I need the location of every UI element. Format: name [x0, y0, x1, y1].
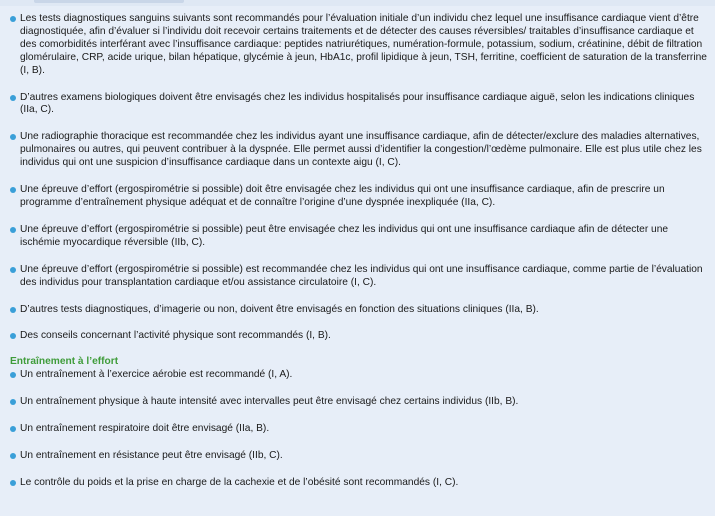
bullet-icon [10, 227, 16, 233]
bullet-icon [10, 333, 16, 339]
item-text: D’autres examens biologiques doivent être envisagés chez les individus hospitalisés pour insuffisance cardiaque aiguë, selon les indications cliniques (IIa, C). [20, 91, 695, 116]
list-item [10, 477, 710, 490]
item-text: Une radiographie thoracique est recommandée chez les individus ayant une insuffisance cardiaque, afin de détecter/exclure des maladies alternatives, pulmonaires ou autres, qui peuvent contribuer à la dyspnée. Elle permet aussi d’identifier la congestion/l’œdème pulmonaire. Elle est plus utile chez les individus qui ont une suspicion d’insuffisance cardiaque dans un contexte aigu (I, C). [20, 131, 702, 169]
item-text: Les tests diagnostiques sanguins suivants sont recommandés pour l’évaluation initiale d’un individu chez lequel une insuffisance cardiaque vient d’être diagnostiquée, afin d’évaluer si l’individu doit recevoir certains traitements et de détecter des causes réversibles/ traitables d’insuffisance cardiaque et des comorbidités interférant avec l’insuffisance cardiaque: peptides natriurétiques, numération-formule, potassium, sodium, créatinine, débit de filtration glomérulaire, CRP, acide urique, bilan hépatique, glycémie à jeun, HbA1c, profil lipidique à jeun, TSH, ferritine, coefficient de saturation de la transferrine (I, B). [20, 13, 707, 76]
item-text: Un entraînement respiratoire doit être envisagé (IIa, B). [20, 423, 270, 435]
item-text: D’autres tests diagnostiques, d’imagerie ou non, doivent être envisagés en fonction des situations cliniques (IIa, B). [20, 303, 539, 315]
bullet-icon [10, 134, 16, 140]
item-text: Une épreuve d’effort (ergospirométrie si possible) est recommandée chez les individus qui ont une insuffisance cardiaque, comme partie de l’évaluation des individus pour transplantation cardiaque et/ou assistance circulatoire (I, C). [20, 263, 703, 288]
item-text: Un entraînement physique à haute intensité avec intervalles peut être envisagé chez certains individus (IIb, B). [20, 396, 519, 408]
list-item [10, 264, 710, 290]
bullet-icon [10, 426, 16, 432]
list-item [10, 396, 710, 409]
bullet-icon [10, 372, 16, 378]
bullet-icon [10, 307, 16, 313]
recommendations-list [10, 13, 710, 490]
list-item [10, 450, 710, 463]
cropped-heading-remnant [34, 0, 184, 3]
list-item [10, 131, 710, 170]
bullet-icon [10, 453, 16, 459]
bullet-icon [10, 267, 16, 273]
item-text: Un entraînement en résistance peut être envisagé (IIb, C). [20, 449, 283, 461]
item-text: Une épreuve d’effort (ergospirométrie si possible) peut être envisagée chez les individus qui ont une insuffisance cardiaque afin de détecter une ischémie myocardique réversible (IIb, C). [20, 223, 669, 248]
list-item [10, 184, 710, 210]
bullet-icon [10, 399, 16, 405]
list-item [10, 369, 710, 382]
list-item [10, 423, 710, 436]
item-text: Une épreuve d’effort (ergospirométrie si possible) doit être envisagée chez les individus qui ont une insuffisance cardiaque, afin de prescrire un programme d’entraînement physique adéquat et de connaître l’origine d’une dyspnée inexpliquée (IIa, C). [20, 184, 665, 208]
bullet-icon [10, 95, 16, 101]
list-item [10, 330, 710, 343]
bullet-icon [10, 16, 16, 22]
section-title-training: Entraînement à l’effort [10, 356, 119, 368]
item-text: Le contrôle du poids et la prise en charge de la cachexie et de l’obésité sont recommandés (I, C). [20, 476, 459, 488]
list-item [10, 92, 710, 118]
item-text: Un entraînement à l’exercice aérobie est recommandé (I, A). [20, 369, 293, 381]
list-item [10, 304, 710, 317]
bullet-icon [10, 187, 16, 193]
list-item [10, 13, 710, 78]
item-text: Des conseils concernant l’activité physique sont recommandés (I, B). [20, 330, 331, 342]
list-item [10, 224, 710, 250]
top-strip [0, 0, 715, 6]
bullet-icon [10, 480, 16, 486]
